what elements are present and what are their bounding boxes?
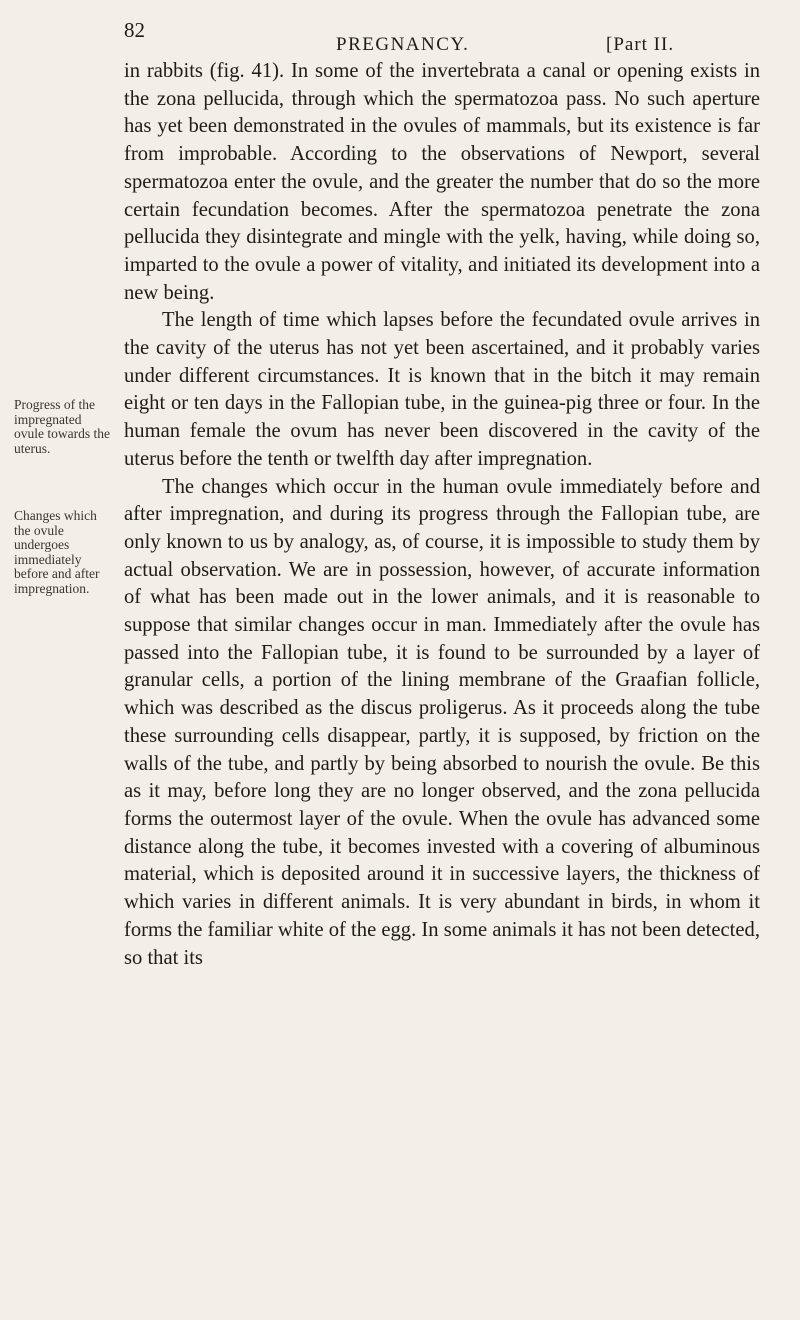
- body-text: [124, 58, 760, 972]
- paragraph-time-to-uterus: The length of time which lapses before the fecundated ovule arrives in the cavity of the uterus has not yet been ascertained, and it probably varies under different circumstances. It is known that in the bitch it may remain eight or ten days in the Fallopian tube, in the guinea-pig three or four. In the human female the ovum has never been discovered in the cavity of the uterus before the tenth or twelfth day after impregnation.: [124, 309, 760, 470]
- running-title: PREGNANCY.: [336, 34, 470, 55]
- paragraph-continuation: in rabbits (fig. 41). In some of the invertebrata a canal or opening exists in the zona pellucida, through which the spermatozoa pass. No such aperture has yet been demonstrated in the ovules of mammals, but its existence is far from improbable. According to the observations of Newport, several spermatozoa enter the ovule, and the greater the number that do so the more certain fecundation becomes. After the spermatozoa penetrate the zona pellucida they disintegrate and mingle with the yelk, having, while doing so, imparted to the ovule a power of vitality, and initiated its development into a new being.: [124, 60, 760, 304]
- paragraph-changes-of-ovule: The changes which occur in the human ovule immediately before and after impregnation, and during its progress through the Fallopian tube, are only known to us by analogy, as, of course, it is impossible to study them by actual observation. We are in possession, however, of accurate information of what has been made out in the lower animals, and it is reasonable to suppose that similar changes occur in man. Immediately after the ovule has passed into the Fallopian tube, it is found to be surrounded by a layer of granular cells, a portion of the lining membrane of the Graafian follicle, which was described as the discus proligerus. As it proceeds along the tube these surrounding cells disappear, partly, it is supposed, by friction on the walls of the tube, and partly by being absorbed to nourish the ovule. Be this as it may, before long they are no longer observed, and the zona pellucida forms the outermost layer of the ovule. When the ovule has advanced some distance along the tube, it becomes invested with a covering of albuminous material, which is deposited around it in successive layers, the thickness of which varies in different animals. It is very abundant in birds, in whom it forms the familiar white of the egg. In some animals it has not been detected, so that its: [124, 475, 760, 969]
- part-label: [Part II.: [606, 34, 675, 55]
- page-header: [0, 18, 800, 58]
- sidenote-changes-in-ovule: Changes which the ovule undergoes immediately before and after impregnation.: [14, 508, 100, 596]
- sidenote-progress-of-ovule: Progress of the impregnated ovule towards the uterus.: [14, 397, 110, 456]
- page-number: 82: [124, 18, 145, 42]
